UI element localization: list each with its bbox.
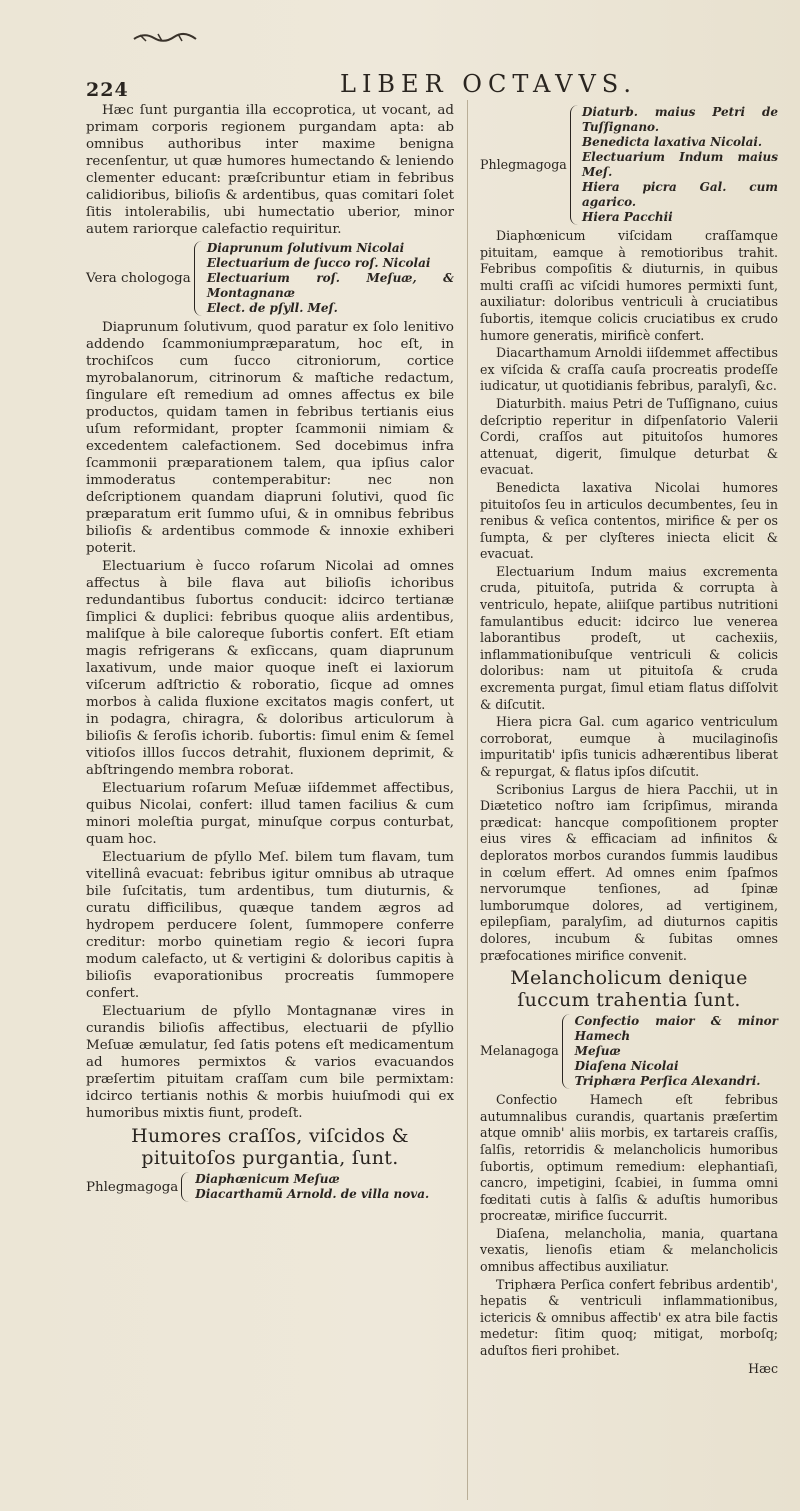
- remedy-table: [86, 1172, 454, 1202]
- brace-icon: [181, 1172, 192, 1202]
- table-item: Diaſena Nicolai: [574, 1059, 679, 1074]
- section-heading: Humores craſſos, viſcidos & pituitoſos purgantia, ſunt.: [131, 1125, 409, 1169]
- table-item: Hiera picra Gal. cum agarico.: [582, 180, 778, 209]
- brace-icon: [570, 105, 579, 225]
- table-item: Electuarium de ſucco roſ. Nicolai: [206, 256, 431, 270]
- brace-icon: [562, 1014, 572, 1089]
- running-head: LIBER OCTAVVS.: [340, 70, 638, 98]
- page-header: [0, 66, 800, 106]
- table-item: Electuarium roſ. Meſuæ, & Montagnanæ: [206, 271, 454, 300]
- table-items: [207, 241, 454, 316]
- table-item: Confectio maior & minor Hamech: [574, 1014, 778, 1044]
- table-item: Diacarthamũ Arnold. de villa nova.: [195, 1187, 430, 1201]
- column-divider: [467, 100, 468, 1500]
- section-heading: Melancholicum denique ſuccum trahentia ſunt.: [510, 967, 748, 1012]
- paragraph: Diaturbith. maius Petri de Tuſſignano, cuius deſcriptio reperitur in diſpenſatorio Valerii Cordi, craſſos aut pituitoſos humores attenuat, digerit, ſimulque deturbat & evacuat.: [480, 395, 778, 478]
- paragraph: Scribonius Largus de hiera Pacchii, ut in Diætetico noſtro iam ſcripſimus, miranda prædicat: hancque compoſitionem propter eius vires & efficaciam ad infinitos & deploratos morbos curandos ſummis laudibus in cœlum effert. Ad omnes enim ſpaſmos nervorumque tenſiones, ad ſpinæ lumborumque dolores, ad vertiginem, epilepſiam, paralyſim, ad diuturnos capitis dolores, incubum & ſubitas omnes præfocationes mirifice convenit.: [480, 781, 778, 963]
- remedy-table: [480, 105, 778, 225]
- table-item: Elect. de pſyll. Meſ.: [206, 301, 338, 315]
- paragraph: Hiera picra Gal. cum agarico ventriculum corroborat, eumque à mucilaginoſis impuritatib' ipſis tunicis adhærentibus liberat & repurgat, & flatus ipſos diſcutit.: [480, 714, 778, 779]
- right-column: [480, 102, 778, 1377]
- paragraph: Diacarthamum Arnoldi iiſdemmet affectibus ex viſcida & craſſa cauſa procreatis prodeſſe iudicatur, ut quotidianis febribus, paralyſi, &c.: [480, 345, 778, 394]
- paragraph: Electuarium Indum maius excrementa cruda, pituitoſa, putrida & corrupta à ventriculo, hepate, aliiſque partibus nutritioni famulantibus educit: idcirco lue venerea laborantibus prodeſt, ut cachexiis, inflammationibuſque ventriculi & colicis doloribus: nam ut pituitoſa & cruda excrementa purgat, ſimul etiam flatus diſſolvit & diſcutit.: [480, 563, 778, 712]
- table-item: Electuarium Indum maius Meſ.: [582, 150, 778, 179]
- paragraph: Diaphœnicum viſcidam craſſamque pituitam, eamque à remotioribus trahit. Febribus compoſitis & diuturnis, in quibus multi craſſi ac viſcidi humores permixti ſunt, auxiliatur: doloribus ventriculi à cruciatibus ſubortis, itemque colicis cruciatibus ex crudo humore generatis, mirificè confert.: [480, 228, 778, 343]
- ornament-icon: [132, 30, 198, 44]
- paragraph: Confectio Hamech eſt febribus autumnalibus curandis, quartanis præſertim atque omnib' aliis morbis, ex tartareis craſſis, ſalſis, retorridis & melancholicis humoribus ſubortis, optimum remedium: elephantiaſi, cancro, impetigini, ſcabiei, in ſumma omni fœditati cutis à ſalſis & aduſtis humoribus procreatæ, mirifice ſuccurrit.: [480, 1092, 778, 1224]
- table-label: Vera chologoga: [86, 271, 191, 286]
- table-label: Phlegmagoga: [480, 156, 567, 172]
- table-item: Benedicta laxativa Nicolai.: [582, 135, 763, 149]
- table-item: Triphæra Perſica Alexandri.: [574, 1074, 761, 1089]
- table-label: Phlegmagoga: [86, 1179, 179, 1195]
- remedy-table: [480, 1014, 778, 1089]
- table-items: [195, 1172, 429, 1202]
- table-item: Diaprunum ſolutivum Nicolai: [206, 241, 405, 255]
- paragraph: Electuarium è ſucco roſarum Nicolai ad omnes affectus à bile flava aut bilioſis ichoribus redundantibus ſubortus conducit: idcirco tertianæ ſimplici & duplici: febribus quoque aliis ardentibus, maliſque à bile caloreque ſubortis confert. Eſt etiam magis refrigerans & exſiccans, quam diaprunum laxativum, unde maior quoque ineſt ei laxiorum viſcerum adſtrictio & roboratio, ſicque ad omnes morbos à calida fluxione excitatos magis confert, ut in podagra, chiragra, & doloribus articulorum à bilioſis & ſeroſis ichorib. ſubortis: ſimul enim & ſemel vitioſos illlos ſuccos detrahit, fluxionem deprimit, & abſtringendo membra roborat.: [86, 559, 454, 778]
- paragraph: Triphæra Perſica confert febribus ardentib', hepatis & ventriculi inflammationibus, ictericis & omnibus affectib' ex atra bile factis medetur: ſitim quoq; mitigat, morboſq; aduſtos fieri prohibet.: [480, 1276, 778, 1359]
- left-column: [86, 102, 454, 1205]
- table-items: [582, 105, 778, 225]
- paragraph: Diaprunum ſolutivum, quod paratur ex ſolo lenitivo addendo ſcammoniumpræparatum, hoc eſt, in trochiſcos cum ſucco citroniorum, cortice myrobalanorum, citrinorum & maſtiche redactum, ſingulare eſt remedium ad omnes affectus ex bile productos, quidam tamen in febribus tertianis eius uſum reformidant, propter ſcammonii nimiam & excedentem calefactionem. Sed docebimus infra ſcammonii præparationem talem, qua ipſius calor immoderatus contemperabitur: nec non deſcriptionem quandam diapruni ſolutivi, quod ſic præparatum erit ſummo uſui, & in omnibus febribus bilioſis & ardentibus commode & innoxie exhiberi poterit.: [86, 320, 454, 556]
- table-items: [575, 1014, 778, 1089]
- table-item: Diaturb. maius Petri de Tuſſignano.: [582, 105, 778, 134]
- table-item: Diaphœnicum Meſuæ: [195, 1172, 340, 1186]
- table-label: Melanagoga: [480, 1043, 559, 1059]
- paragraph: Electuarium de pſyllo Meſ. bilem tum flavam, tum vitellinâ evacuat: febribus igitur omnibus ab utraque bile ſuſcitatis, tum ardentibus, tum diuturnis, & curatu difficilibus, quæque tandem ægros ad hydropem perducere ſolent, ſummopere conferre creditur: morbo quinetiam regio & iecori ſupra modum calefacto, ut & vertigini & doloribus capitis à bilioſis evaporationibus procreatis ſummopere confert.: [86, 850, 454, 1001]
- paragraph: Electuarium de pſyllo Montagnanæ vires in curandis bilioſis affectibus, electuarii de pſyllio Meſuæ æmulatur, ſed ſatis potens eſt medicamentum ad humores permixtos & varios evacuandos præſertim pituitam craſſam cum bile permixtam: idcirco tertianis nothis & morbis huiuſmodi qui ex humoribus mixtis fiunt, prodeſt.: [86, 1004, 454, 1121]
- paragraph: Electuarium roſarum Meſuæ iiſdemmet affectibus, quibus Nicolai, confert: illud tamen facilius & cum minori moleſtia purgat, minuſque corpus conturbat, quam hoc.: [86, 781, 454, 847]
- brace-icon: [194, 241, 204, 316]
- catchword: Hæc: [748, 1360, 778, 1376]
- table-item: Hiera Pacchii: [582, 210, 673, 224]
- paragraph: Diaſena, melancholia, mania, quartana vexatis, lienoſis etiam & melancholicis omnibus affectibus auxiliatur.: [480, 1225, 778, 1275]
- paragraph: Benedicta laxativa Nicolai humores pituitoſos ſeu in articulos decumbentes, ſeu in renibus & veſica contentos, mirifice & per os ſumpta, & per clyſteres iniecta elicit & evacuat.: [480, 479, 778, 562]
- remedy-table: [86, 241, 454, 316]
- page-number: 224: [86, 79, 129, 101]
- paragraph: Hæc ſunt purgantia illa eccoprotica, ut vocant, ad primam corporis regionem purgandam apta: ab omnibus authoribus inter maxime benigna recenſentur, ut quæ humores humectando & leniendo clementer educant: præſcribuntur etiam in febribus calidioribus, bilioſis & ardentibus, quas comitari ſolet ſitis intolerabilis, ubi humectatio uberior, minor autem rariorque calefactio requiritur.: [86, 103, 454, 237]
- table-item: Meſuæ: [574, 1044, 621, 1059]
